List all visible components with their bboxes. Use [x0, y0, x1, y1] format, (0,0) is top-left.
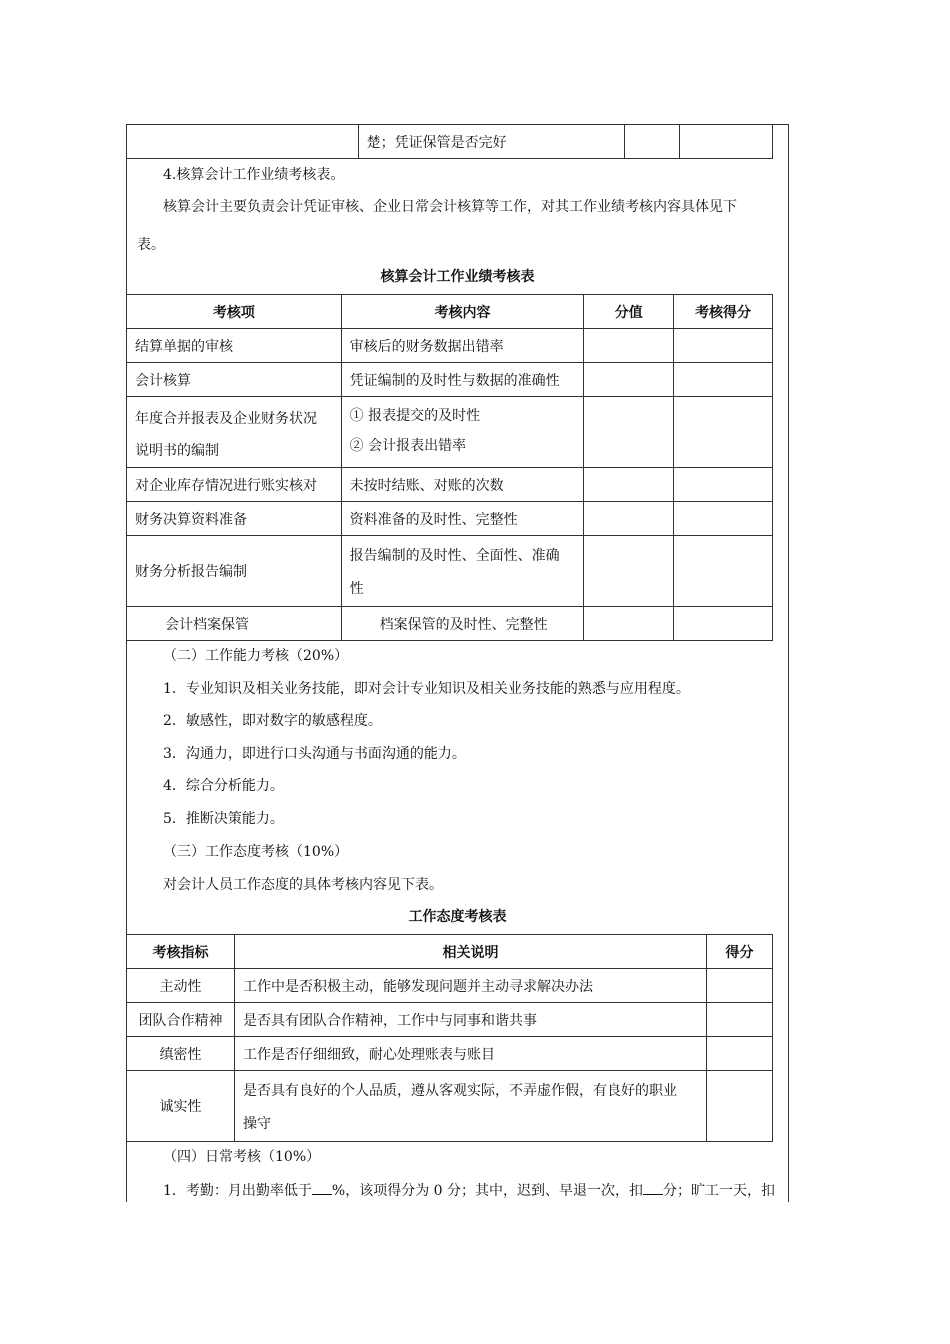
daily-heading: （四）日常考核（10%） — [163, 1149, 321, 1165]
attitude-index-cell: 诚实性 — [127, 1071, 235, 1142]
attitude-header-index: 考核指标 — [127, 935, 235, 969]
perf-result-cell — [674, 502, 773, 536]
perf-content-cell: 资料准备的及时性、完整性 — [341, 502, 584, 536]
attitude-desc-cell: 工作中是否积极主动，能够发现问题并主动寻求解决办法 — [235, 969, 707, 1003]
table-row — [127, 969, 773, 1003]
perf-header-result: 考核得分 — [674, 295, 773, 329]
attitude-table — [126, 934, 773, 1142]
table-row — [127, 1037, 773, 1071]
ability-item: 5．推断决策能力。 — [163, 811, 284, 827]
perf-score-cell — [584, 468, 674, 502]
perf-item-cell: 对企业库存情况进行账实核对 — [127, 468, 342, 502]
perf-content-cell — [341, 397, 584, 468]
perf-result-cell — [674, 468, 773, 502]
attitude-index-cell: 团队合作精神 — [127, 1003, 235, 1037]
perf-score-cell — [584, 363, 674, 397]
perf-table — [126, 294, 773, 641]
perf-content-line: ① 报表提交的及时性 — [349, 408, 481, 424]
table-row — [127, 468, 773, 502]
perf-result-cell — [674, 397, 773, 468]
top-content-cell: 楚；凭证保管是否完好 — [358, 125, 625, 159]
attitude-score-cell — [707, 1071, 773, 1142]
attitude-header-desc: 相关说明 — [235, 935, 707, 969]
ability-item: 1．专业知识及相关业务技能，即对会计专业知识及相关业务技能的熟悉与应用程度。 — [163, 681, 690, 697]
section4-intro-line1: 核算会计主要负责会计凭证审核、企业日常会计核算等工作，对其工作业绩考核内容具体见下 — [163, 199, 737, 215]
perf-score-cell — [584, 502, 674, 536]
attitude-score-cell — [707, 1037, 773, 1071]
attitude-desc-cell: 工作是否仔细细致，耐心处理账表与账目 — [235, 1037, 707, 1071]
perf-table-caption: 核算会计工作业绩考核表 — [380, 269, 535, 285]
attitude-desc-line: 操守 — [243, 1116, 271, 1132]
perf-item-line: 说明书的编制 — [135, 443, 219, 459]
perf-content-cell: 凭证编制的及时性与数据的准确性 — [341, 363, 584, 397]
perf-content-line: 性 — [349, 581, 364, 597]
perf-score-cell — [584, 397, 674, 468]
attitude-desc-cell — [235, 1071, 707, 1142]
perf-header-content: 考核内容 — [341, 295, 584, 329]
ability-item: 2．敏感性，即对数字的敏感程度。 — [163, 713, 382, 729]
table-row — [127, 1071, 773, 1142]
table-row — [127, 329, 773, 363]
perf-content-line: 报告编制的及时性、全面性、准确 — [349, 548, 560, 564]
table-row — [127, 397, 773, 468]
attitude-table-caption: 工作态度考核表 — [408, 909, 507, 925]
attitude-header-score: 得分 — [707, 935, 773, 969]
table-row — [127, 607, 773, 641]
daily-text-c: 分；旷工一天，扣 — [663, 1183, 776, 1199]
attitude-heading: （三）工作态度考核（10%） — [163, 844, 349, 860]
perf-item-cell: 财务决算资料准备 — [127, 502, 342, 536]
attitude-index-cell: 缜密性 — [127, 1037, 235, 1071]
perf-item-cell: 会计核算 — [127, 363, 342, 397]
section4-intro-line2: 表。 — [137, 237, 165, 253]
section4-heading: 4.核算会计工作业绩考核表。 — [163, 167, 345, 183]
attitude-desc-cell: 是否具有团队合作精神，工作中与同事和谐共事 — [235, 1003, 707, 1037]
daily-attendance-line — [163, 1180, 775, 1200]
ability-item: 4．综合分析能力。 — [163, 778, 284, 794]
perf-item-cell: 结算单据的审核 — [127, 329, 342, 363]
perf-result-cell — [674, 607, 773, 641]
attitude-intro: 对会计人员工作态度的具体考核内容见下表。 — [163, 877, 443, 893]
perf-header-row — [127, 295, 773, 329]
perf-content-cell: 档案保管的及时性、完整性 — [341, 607, 584, 641]
perf-item-cell: 会计档案保管 — [127, 607, 342, 641]
attitude-desc-line: 是否具有良好的个人品质，遵从客观实际，不弄虚作假，有良好的职业 — [243, 1083, 677, 1099]
ability-item: 3．沟通力，即进行口头沟通与书面沟通的能力。 — [163, 746, 466, 762]
perf-header-item: 考核项 — [127, 295, 342, 329]
top-continuation-table — [126, 124, 773, 159]
perf-item-line: 年度合并报表及企业财务状况 — [135, 411, 317, 427]
daily-text-a: 1．考勤：月出勤率低于 — [163, 1183, 312, 1199]
perf-item-cell — [127, 397, 342, 468]
table-row — [127, 363, 773, 397]
table-row — [127, 502, 773, 536]
perf-content-cell: 未按时结账、对账的次数 — [341, 468, 584, 502]
perf-score-cell — [584, 329, 674, 363]
ability-heading: （二）工作能力考核（20%） — [163, 648, 349, 664]
blank-underline — [312, 1182, 332, 1195]
table-row — [127, 1003, 773, 1037]
perf-item-cell: 财务分析报告编制 — [127, 536, 342, 607]
perf-score-cell — [584, 536, 674, 607]
attitude-header-row — [127, 935, 773, 969]
perf-content-cell: 审核后的财务数据出错率 — [341, 329, 584, 363]
blank-underline — [643, 1182, 663, 1195]
perf-content-cell — [341, 536, 584, 607]
perf-content-line: ② 会计报表出错率 — [349, 438, 467, 454]
attitude-score-cell — [707, 969, 773, 1003]
table-row — [127, 536, 773, 607]
perf-header-score: 分值 — [584, 295, 674, 329]
attitude-index-cell: 主动性 — [127, 969, 235, 1003]
attitude-score-cell — [707, 1003, 773, 1037]
perf-result-cell — [674, 329, 773, 363]
perf-score-cell — [584, 607, 674, 641]
perf-result-cell — [674, 363, 773, 397]
perf-result-cell — [674, 536, 773, 607]
daily-text-b: %，该项得分为 0 分；其中，迟到、早退一次，扣 — [331, 1183, 644, 1199]
